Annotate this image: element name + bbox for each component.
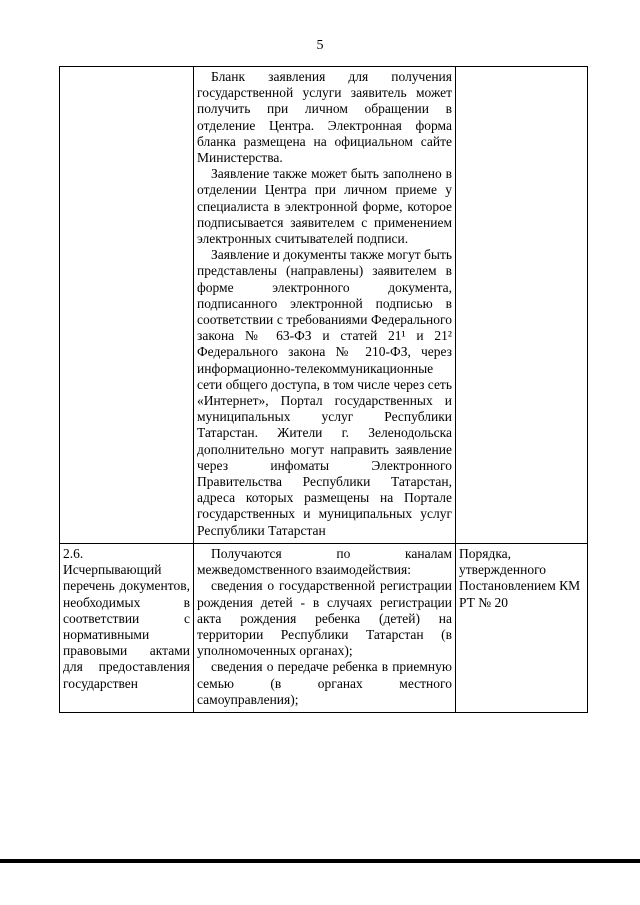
table-row xyxy=(60,67,588,544)
table-row xyxy=(60,543,588,712)
scan-border xyxy=(0,859,640,863)
paragraph: Заявление также может быть заполнено в отделении Центра при личном приеме у специалиста в электронной форме, которое подписывается заявителем с применением электронных считывателей подписи. xyxy=(197,166,452,247)
paragraph: Заявление и документы также могут быть представлены (направлены) заявителем в форме электронного документа, подписанного электронной подписью в соответствии с требованиями Федерального закона № 63-ФЗ и статей 21¹ и 21² Федерального закона № 210-ФЗ, через информационно-телекоммуникационные сети общего доступа, в том числе через сеть «Интернет», Портал государственных и муниципальных услуг Республики Татарстан. Жители г. Зеленодольска дополнительно могут направить заявление через инфоматы Электронного Правительства Республики Татарстан, адреса которых размещены на Портале государственных и муниципальных услуг Республики Татарстан xyxy=(197,247,452,538)
table-cell-basis xyxy=(456,543,588,712)
table-cell-description xyxy=(194,543,456,712)
section-title: Исчерпывающий перечень документов, необходимых в соответствии с нормативными правовыми актами для предоставления государствен xyxy=(63,562,190,691)
paragraph: сведения о государственной регистрации рождения детей - в случаях регистрации акта рождения ребенка (детей) на территории Республики Татарстан (в уполномоченных органах); xyxy=(197,578,452,659)
section-number: 2.6. xyxy=(63,545,84,561)
table-cell-basis xyxy=(456,67,588,544)
paragraph: Получаются по каналам межведомственного взаимодействия: xyxy=(197,545,452,578)
paragraph: Бланк заявления для получения государственной услуги заявитель может получить при личном обращении в отделение Центра. Электронная форма бланка размещена на официальном сайте Министерства. xyxy=(197,69,452,166)
paragraph: сведения о передаче ребенка в приемную семью (в органах местного самоуправления); xyxy=(197,659,452,707)
page-number: 5 xyxy=(316,38,324,53)
table-cell-section xyxy=(60,67,194,544)
table-cell-section xyxy=(60,543,194,712)
document-table xyxy=(59,66,588,713)
legal-basis: Порядка, утвержденного Постановлением КМ РТ № 20 xyxy=(459,545,581,610)
table-cell-description xyxy=(194,67,456,544)
